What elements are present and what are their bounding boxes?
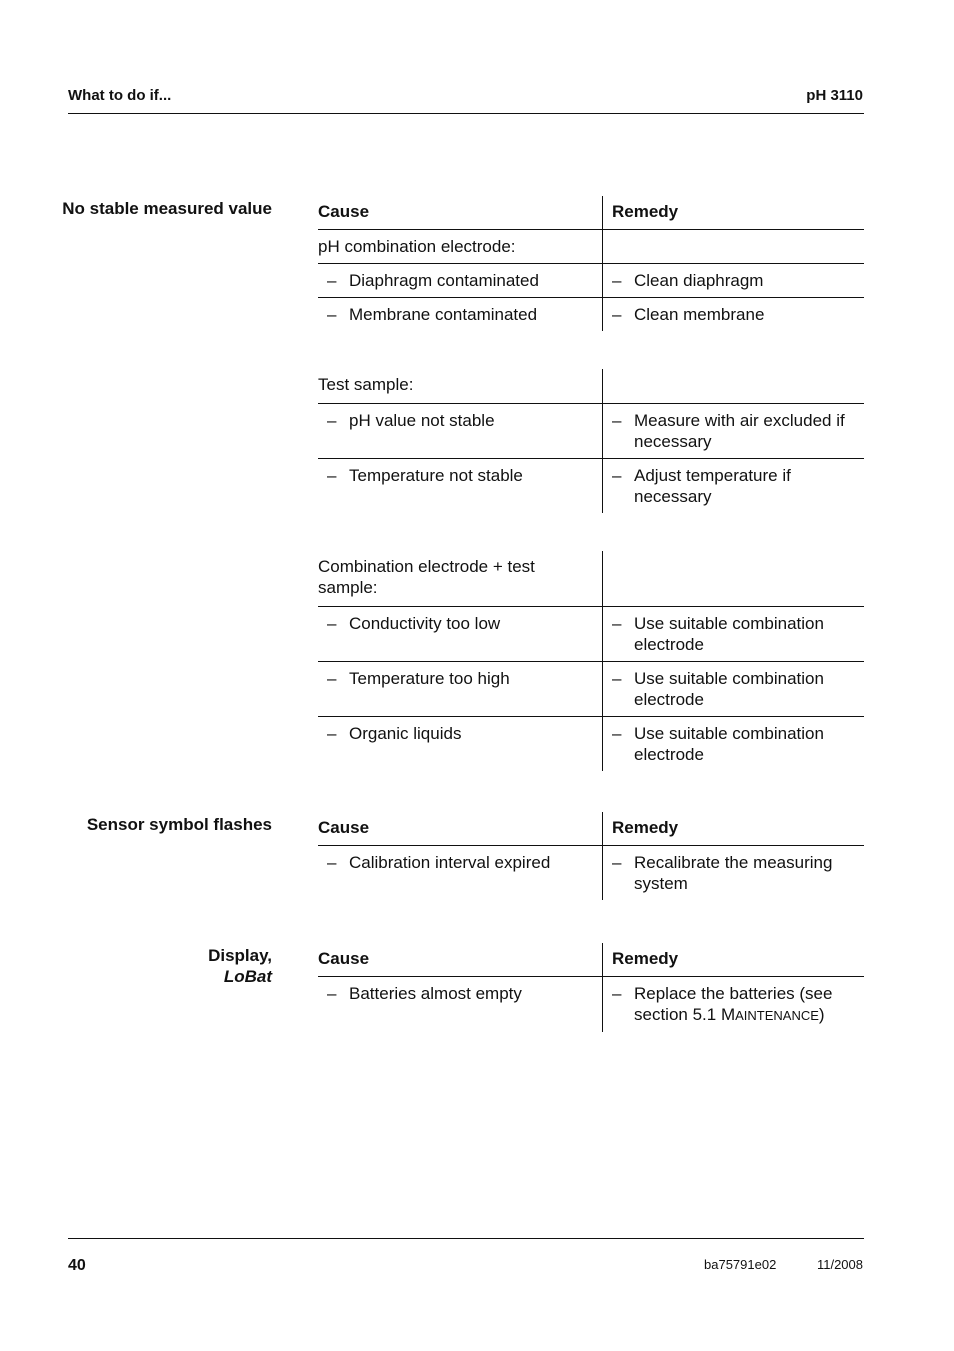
cause-header: Cause xyxy=(318,818,370,837)
remedy-text: Adjust temperature if necessary xyxy=(634,466,791,506)
remedy-text: Use suitable combination electrode xyxy=(634,614,824,654)
table-header-row xyxy=(318,812,864,846)
dash-bullet: – xyxy=(612,271,622,290)
empty-cell xyxy=(602,369,864,403)
dash-bullet: – xyxy=(327,305,337,324)
running-header-title: What to do if... xyxy=(68,87,172,104)
table-row xyxy=(318,404,864,459)
dash-bullet: – xyxy=(327,984,337,1003)
dash-bullet: – xyxy=(612,669,622,688)
group-title: Test sample: xyxy=(318,375,414,394)
table-row xyxy=(318,607,864,662)
page-number: 40 xyxy=(68,1257,86,1274)
cause-text: Batteries almost empty xyxy=(349,984,522,1003)
cause-text: Conductivity too low xyxy=(349,614,501,633)
table-header-row xyxy=(318,943,864,977)
remedy-text-prefix: Replace the batteries (see section 5.1 M xyxy=(634,984,833,1024)
table-no-stable-value-3 xyxy=(318,551,864,771)
table-row xyxy=(318,298,864,331)
dash-bullet: – xyxy=(612,853,622,872)
footer-rule xyxy=(68,1238,864,1239)
remedy-text: Recalibrate the measuring system xyxy=(634,853,833,893)
dash-bullet: – xyxy=(612,411,622,430)
remedy-text: Use suitable combination electrode xyxy=(634,724,824,764)
table-row xyxy=(318,977,864,1032)
table-row xyxy=(318,662,864,717)
dash-bullet: – xyxy=(612,305,622,324)
cause-text: pH value not stable xyxy=(349,411,495,430)
group-title-row xyxy=(318,369,864,404)
dash-bullet: – xyxy=(612,466,622,485)
table-row xyxy=(318,846,864,900)
dash-bullet: – xyxy=(612,614,622,633)
group-title: Combination electrode + test sample: xyxy=(318,557,535,597)
section-label-display-lobat xyxy=(52,945,272,987)
document-code: ba75791e02 xyxy=(704,1257,777,1272)
section-label-sensor-symbol: Sensor symbol flashes xyxy=(86,815,272,834)
label-line-display: Display, xyxy=(208,946,272,965)
remedy-text: Clean membrane xyxy=(634,305,765,324)
dash-bullet: – xyxy=(612,984,622,1003)
cause-text: Temperature not stable xyxy=(349,466,523,485)
label-line-lobat: LoBat xyxy=(223,967,272,986)
table-no-stable-value-2 xyxy=(318,369,864,513)
table-row xyxy=(318,264,864,298)
cause-text: Organic liquids xyxy=(349,724,462,743)
remedy-text-suffix: ) xyxy=(818,1005,825,1024)
remedy-header: Remedy xyxy=(602,812,864,845)
group-title: pH combination electrode: xyxy=(318,237,516,256)
empty-cell xyxy=(602,230,864,263)
table-display-lobat xyxy=(318,943,864,1032)
cause-header: Cause xyxy=(318,202,370,221)
cause-text: Diaphragm contaminated xyxy=(349,271,539,290)
remedy-text xyxy=(634,983,864,1026)
dash-bullet: – xyxy=(327,853,337,872)
document-date: 11/2008 xyxy=(816,1257,863,1272)
cause-header: Cause xyxy=(318,949,370,968)
running-header-product: pH 3110 xyxy=(806,87,863,104)
dash-bullet: – xyxy=(327,466,337,485)
dash-bullet: – xyxy=(327,271,337,290)
remedy-header: Remedy xyxy=(602,196,864,229)
dash-bullet: – xyxy=(327,669,337,688)
header-rule xyxy=(68,113,864,114)
table-row xyxy=(318,459,864,513)
cause-text: Membrane contaminated xyxy=(349,305,538,324)
cause-text: Calibration interval expired xyxy=(349,853,551,872)
table-header-row xyxy=(318,196,864,230)
group-title-row xyxy=(318,551,864,607)
section-label-no-stable-value: No stable measured value xyxy=(62,199,272,218)
remedy-text: Clean diaphragm xyxy=(634,271,764,290)
table-sensor-symbol xyxy=(318,812,864,900)
group-title-row xyxy=(318,230,864,264)
dash-bullet: – xyxy=(327,411,337,430)
remedy-text: Measure with air excluded if necessary xyxy=(634,411,845,451)
table-no-stable-value-1 xyxy=(318,196,864,331)
dash-bullet: – xyxy=(612,724,622,743)
dash-bullet: – xyxy=(327,724,337,743)
remedy-header: Remedy xyxy=(602,943,864,976)
remedy-text: Use suitable combination electrode xyxy=(634,669,824,709)
empty-cell xyxy=(602,551,864,606)
cause-text: Temperature too high xyxy=(349,669,510,688)
table-row xyxy=(318,717,864,771)
dash-bullet: – xyxy=(327,614,337,633)
remedy-text-smallcaps: AINTENANCE xyxy=(735,1008,819,1023)
